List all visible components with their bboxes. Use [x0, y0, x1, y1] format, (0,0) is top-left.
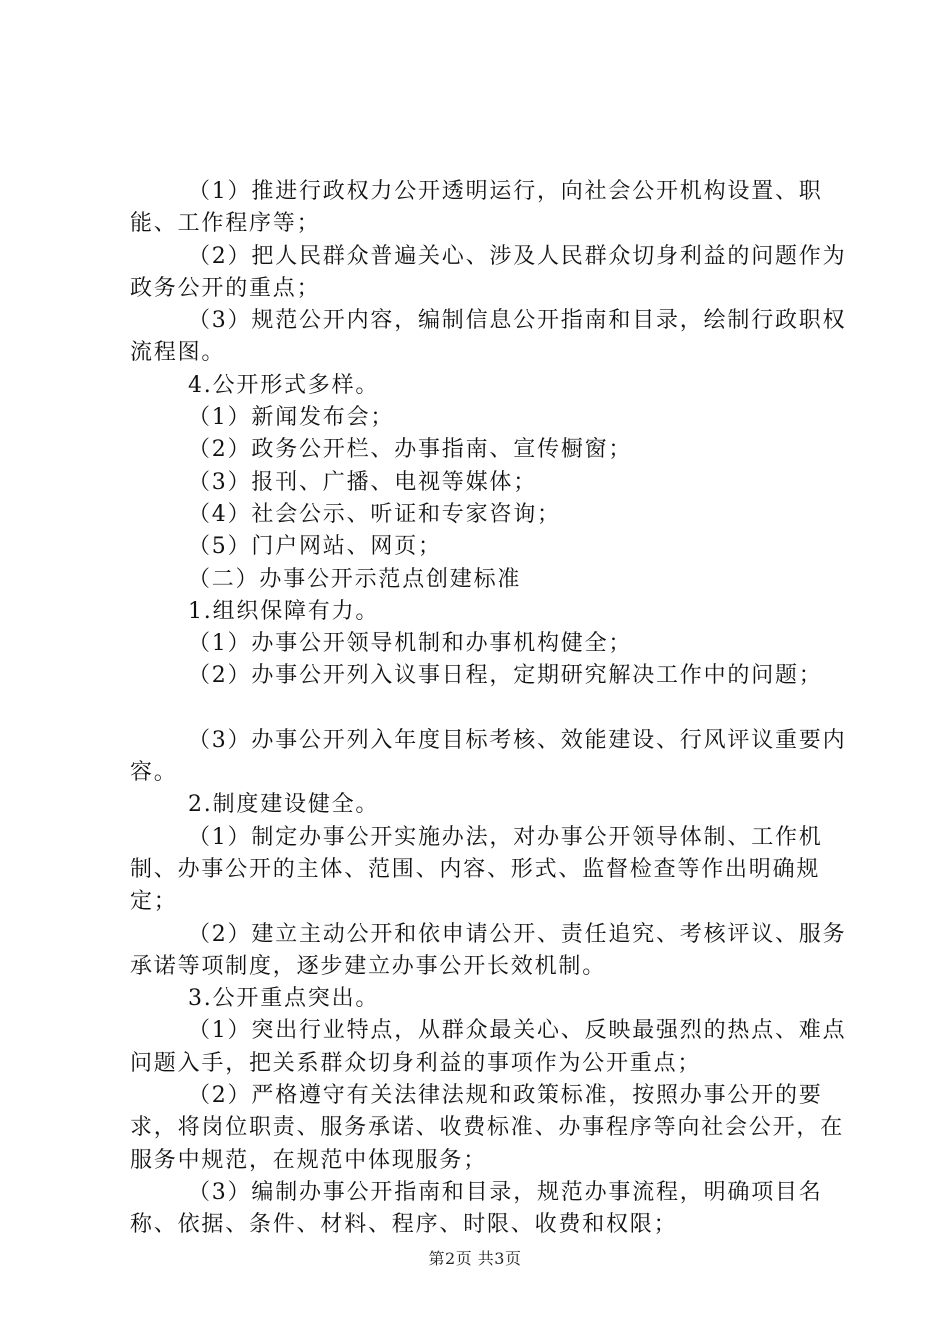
paragraph: （1）突出行业特点，从群众最关心、反映最强烈的热点、难点问题入手，把关系群众切身利益的事项作为公开重点； — [130, 1018, 847, 1076]
paragraph: （2）把人民群众普遍关心、涉及人民群众切身利益的问题作为政务公开的重点； — [130, 243, 847, 301]
page-number-footer: 第2页 共3页 — [428, 1249, 522, 1268]
paragraph: 3.公开重点突出。 — [188, 986, 380, 1012]
paragraph: （4）社会公示、听证和专家咨询； — [188, 501, 561, 527]
paragraph: （2）严格遵守有关法律法规和政策标准，按照办事公开的要求，将岗位职责、服务承诺、收费标准、办事程序等向社会公开，在服务中规范，在规范中体现服务； — [130, 1083, 845, 1173]
paragraph: （1）制定办事公开实施办法，对办事公开领导体制、工作机制、办事公开的主体、范围、内容、形式、监督检查等作出明确规定； — [130, 824, 823, 915]
paragraph: （2）办事公开列入议事日程，定期研究解决工作中的问题； — [188, 663, 823, 689]
paragraph: 4.公开形式多样。 — [188, 372, 380, 398]
paragraph: 2.制度建设健全。 — [188, 792, 380, 818]
paragraph: （二）办事公开示范点创建标准 — [188, 566, 522, 592]
paragraph: （2）建立主动公开和依申请公开、责任追究、考核评议、服务承诺等项制度，逐步建立办事公开长效机制。 — [130, 921, 847, 979]
document-body — [130, 176, 850, 1242]
paragraph: （3）规范公开内容，编制信息公开指南和目录，绘制行政职权流程图。 — [130, 308, 847, 366]
paragraph: （3）报刊、广播、电视等媒体； — [188, 469, 537, 495]
paragraph: （5）门户网站、网页； — [188, 534, 442, 560]
paragraph: 1.组织保障有力。 — [188, 598, 380, 624]
paragraph: （3）编制办事公开指南和目录，规范办事流程，明确项目名称、依据、条件、材料、程序、时限、收费和权限； — [130, 1179, 823, 1238]
paragraph: （3）办事公开列入年度目标考核、效能建设、行风评议重要内容。 — [130, 727, 847, 786]
paragraph: （2）政务公开栏、办事指南、宣传橱窗； — [188, 437, 633, 463]
paragraph: （1）办事公开领导机制和办事机构健全； — [188, 631, 633, 657]
paragraph: （1）新闻发布会； — [188, 405, 395, 431]
paragraph: （1）推进行政权力公开透明运行，向社会公开机构设置、职能、工作程序等； — [130, 179, 823, 237]
